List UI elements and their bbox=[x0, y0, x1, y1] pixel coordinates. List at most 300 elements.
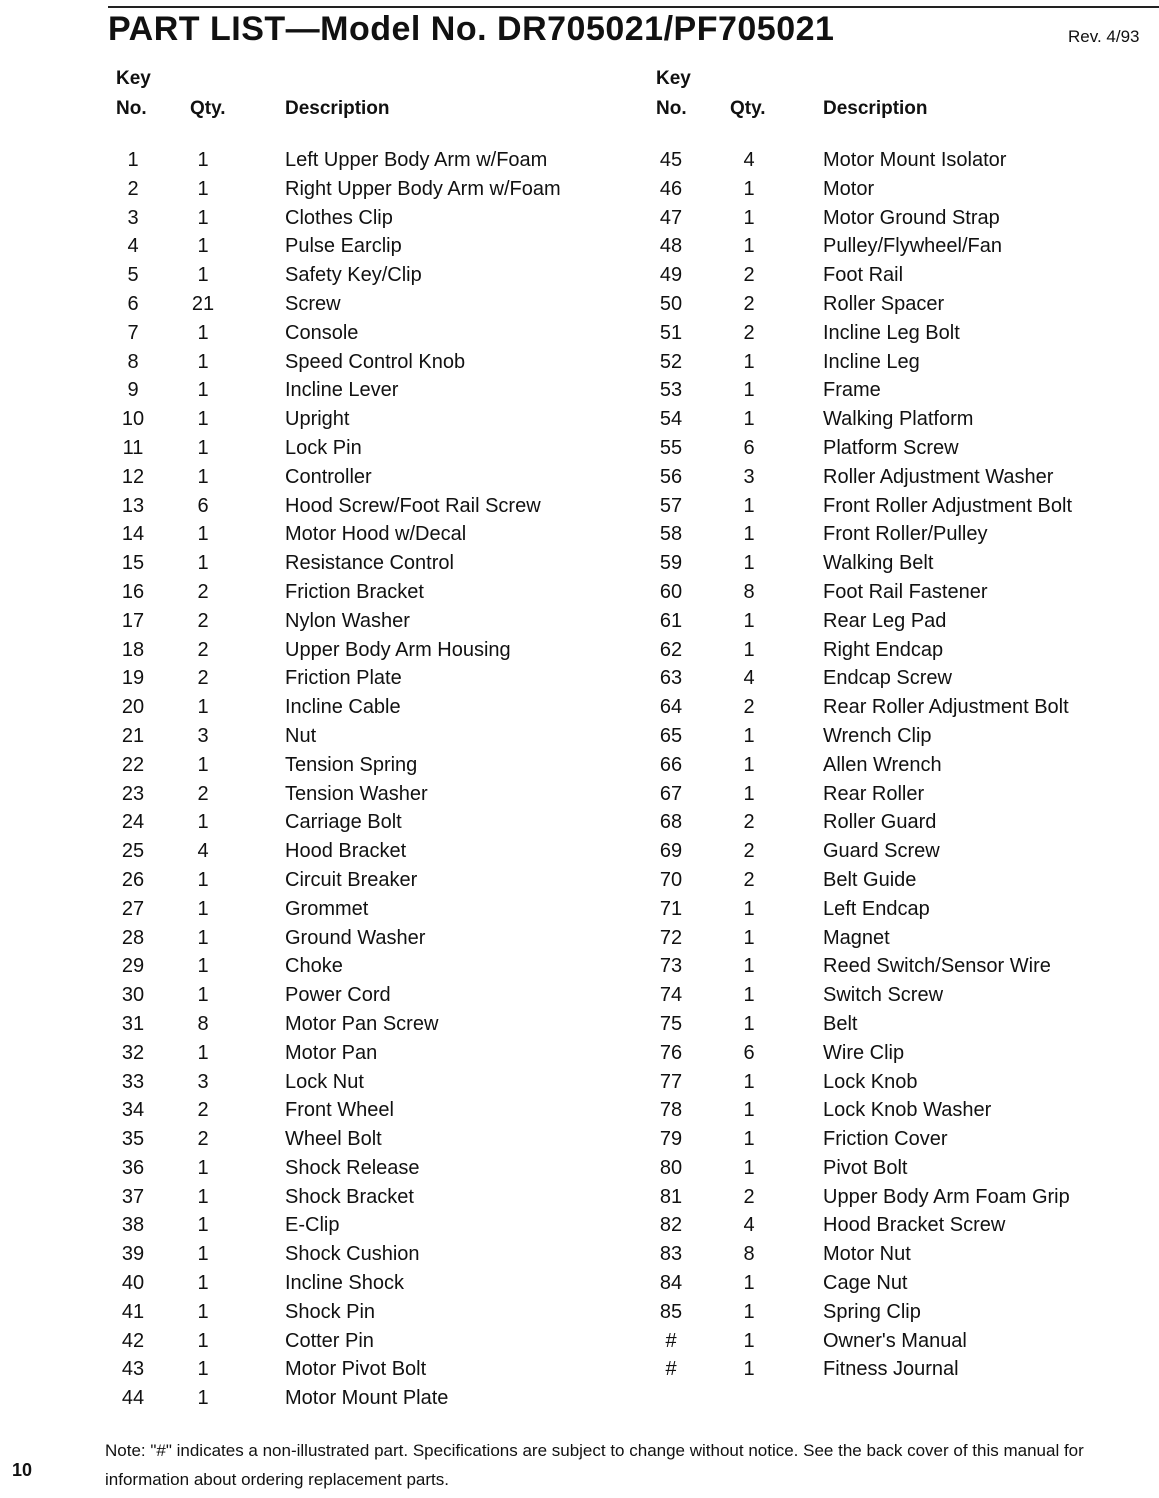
part-quantity: 1 bbox=[197, 1041, 209, 1064]
part-description: Motor Nut bbox=[823, 1243, 911, 1266]
part-row bbox=[648, 952, 1159, 981]
part-description: Belt bbox=[823, 1012, 858, 1035]
part-row bbox=[648, 290, 1159, 319]
part-description: Circuit Breaker bbox=[285, 868, 418, 891]
part-description: Lock Knob Washer bbox=[823, 1099, 992, 1122]
part-row bbox=[648, 434, 1159, 463]
part-key-number: 55 bbox=[659, 436, 683, 459]
part-description: Left Upper Body Arm w/Foam bbox=[285, 149, 548, 171]
part-quantity: 2 bbox=[743, 321, 755, 344]
part-quantity: 4 bbox=[743, 667, 755, 690]
part-key-number: 15 bbox=[121, 552, 145, 575]
part-quantity: 2 bbox=[197, 782, 209, 805]
part-quantity: 1 bbox=[743, 984, 755, 1007]
page-number: 10 bbox=[12, 1460, 33, 1480]
part-key-number: 63 bbox=[659, 667, 683, 690]
part-description: Motor Mount Plate bbox=[285, 1387, 449, 1410]
part-key-number: 70 bbox=[659, 868, 683, 891]
revision-label: Rev. 4/93 bbox=[1068, 27, 1140, 46]
part-row bbox=[108, 722, 643, 751]
part-description: E-Clip bbox=[285, 1214, 340, 1237]
part-description: Pulley/Flywheel/Fan bbox=[823, 235, 1002, 258]
part-row bbox=[648, 1355, 1159, 1384]
part-key-number: 31 bbox=[121, 1012, 145, 1035]
part-description: Cotter Pin bbox=[285, 1329, 374, 1352]
part-description: Grommet bbox=[285, 897, 369, 920]
part-quantity: 4 bbox=[197, 840, 209, 863]
part-quantity: 1 bbox=[197, 264, 209, 287]
part-row bbox=[108, 751, 643, 780]
part-description: Magnet bbox=[823, 926, 890, 949]
part-key-number: 79 bbox=[659, 1128, 683, 1151]
part-key-number: 4 bbox=[127, 235, 139, 258]
part-description: Resistance Control bbox=[285, 552, 454, 575]
no-label: No. bbox=[116, 98, 147, 119]
part-row bbox=[648, 722, 1159, 751]
parts-list-left bbox=[108, 146, 643, 1413]
part-quantity: 1 bbox=[197, 753, 209, 776]
part-description: Clothes Clip bbox=[285, 206, 393, 229]
part-row bbox=[648, 146, 1159, 175]
part-quantity: 2 bbox=[743, 811, 755, 834]
part-description: Right Endcap bbox=[823, 638, 944, 661]
part-quantity: 1 bbox=[743, 1012, 755, 1035]
part-quantity: 1 bbox=[197, 811, 209, 834]
part-quantity: 1 bbox=[743, 1300, 755, 1323]
part-quantity: 1 bbox=[197, 1272, 209, 1295]
part-key-number: 34 bbox=[121, 1099, 145, 1122]
part-key-number: 41 bbox=[121, 1300, 145, 1323]
part-description: Friction Bracket bbox=[285, 580, 424, 603]
part-row bbox=[108, 1039, 643, 1068]
part-key-number: 57 bbox=[659, 494, 683, 517]
part-row bbox=[108, 549, 643, 578]
part-row bbox=[108, 693, 643, 722]
part-description: Upright bbox=[285, 408, 350, 431]
part-row bbox=[648, 232, 1159, 261]
part-quantity: 1 bbox=[197, 1358, 209, 1381]
top-rule bbox=[108, 6, 1159, 8]
part-quantity: 1 bbox=[743, 177, 755, 200]
footer-note: Note: "#" indicates a non-illustrated part. Specifications are subject to change without notice. See the back cover of this manual for information about ordering replacement parts. bbox=[105, 1441, 1084, 1489]
part-quantity: 1 bbox=[197, 926, 209, 949]
part-quantity: 3 bbox=[197, 724, 209, 747]
part-description: Ground Washer bbox=[285, 926, 426, 949]
part-quantity: 1 bbox=[197, 408, 209, 431]
part-quantity: 2 bbox=[197, 580, 209, 603]
part-key-number: 26 bbox=[121, 868, 145, 891]
part-row bbox=[648, 1183, 1159, 1212]
part-quantity: 2 bbox=[197, 638, 209, 661]
part-row bbox=[108, 405, 643, 434]
part-quantity: 1 bbox=[743, 1272, 755, 1295]
part-quantity: 21 bbox=[191, 292, 215, 315]
part-description: Nylon Washer bbox=[285, 609, 410, 632]
part-description: Foot Rail Fastener bbox=[823, 580, 988, 603]
part-row bbox=[108, 664, 643, 693]
part-quantity: 4 bbox=[743, 149, 755, 171]
part-description: Upper Body Arm Housing bbox=[285, 638, 511, 661]
part-key-number: 39 bbox=[121, 1243, 145, 1266]
part-description: Choke bbox=[285, 955, 343, 978]
part-description: Frame bbox=[823, 379, 881, 402]
part-quantity: 2 bbox=[743, 868, 755, 891]
part-row bbox=[108, 232, 643, 261]
part-description: Motor Pivot Bolt bbox=[285, 1358, 427, 1381]
part-description: Right Upper Body Arm w/Foam bbox=[285, 177, 561, 200]
part-key-number: 22 bbox=[121, 753, 145, 776]
part-quantity: 1 bbox=[743, 724, 755, 747]
part-row bbox=[108, 1154, 643, 1183]
part-key-number: 13 bbox=[121, 494, 145, 517]
part-key-number: 48 bbox=[659, 235, 683, 258]
part-row bbox=[108, 319, 643, 348]
part-row bbox=[648, 1211, 1159, 1240]
part-quantity: 3 bbox=[197, 1070, 209, 1093]
part-quantity: 1 bbox=[197, 206, 209, 229]
part-quantity: 1 bbox=[197, 1300, 209, 1323]
part-key-number: 75 bbox=[659, 1012, 683, 1035]
part-quantity: 1 bbox=[197, 321, 209, 344]
part-quantity: 4 bbox=[743, 1214, 755, 1237]
part-row bbox=[108, 607, 643, 636]
part-row bbox=[648, 636, 1159, 665]
part-row bbox=[648, 1039, 1159, 1068]
part-key-number: 54 bbox=[659, 408, 683, 431]
part-quantity: 1 bbox=[743, 523, 755, 546]
part-key-number: 35 bbox=[121, 1128, 145, 1151]
part-key-number: 28 bbox=[121, 926, 145, 949]
part-key-number: 6 bbox=[127, 292, 139, 315]
part-row bbox=[648, 1154, 1159, 1183]
part-quantity: 1 bbox=[197, 1387, 209, 1410]
key-label: Key bbox=[656, 68, 691, 89]
part-key-number: 25 bbox=[121, 840, 145, 863]
part-description: Shock Bracket bbox=[285, 1185, 414, 1208]
part-description: Front Roller/Pulley bbox=[823, 523, 988, 546]
part-row bbox=[648, 319, 1159, 348]
part-description: Motor Ground Strap bbox=[823, 206, 1000, 229]
part-key-number: 14 bbox=[121, 523, 145, 546]
part-row bbox=[108, 1269, 643, 1298]
part-description: Shock Release bbox=[285, 1156, 420, 1179]
part-key-number: 32 bbox=[121, 1041, 145, 1064]
part-key-number: 3 bbox=[127, 206, 139, 229]
part-description: Roller Spacer bbox=[823, 292, 945, 315]
part-description: Pulse Earclip bbox=[285, 235, 402, 258]
part-description: Shock Cushion bbox=[285, 1243, 420, 1266]
part-description: Walking Platform bbox=[823, 408, 974, 431]
part-key-number: 20 bbox=[121, 696, 145, 719]
part-quantity: 1 bbox=[197, 379, 209, 402]
part-quantity: 1 bbox=[743, 235, 755, 258]
part-key-number: 1 bbox=[127, 149, 139, 171]
part-key-number: 67 bbox=[659, 782, 683, 805]
part-row bbox=[108, 261, 643, 290]
part-key-number: 60 bbox=[659, 580, 683, 603]
part-description: Lock Pin bbox=[285, 436, 362, 459]
part-row bbox=[108, 175, 643, 204]
part-row bbox=[108, 1125, 643, 1154]
part-description: Rear Roller bbox=[823, 782, 925, 805]
part-quantity: 1 bbox=[197, 696, 209, 719]
part-quantity: 2 bbox=[743, 840, 755, 863]
part-description: Rear Leg Pad bbox=[823, 609, 947, 632]
part-key-number: 8 bbox=[127, 350, 139, 373]
part-description: Hood Screw/Foot Rail Screw bbox=[285, 494, 541, 517]
part-quantity: 1 bbox=[743, 1128, 755, 1151]
part-row bbox=[648, 1269, 1159, 1298]
part-quantity: 1 bbox=[197, 350, 209, 373]
part-row bbox=[648, 1010, 1159, 1039]
part-row bbox=[648, 1327, 1159, 1356]
part-key-number: 66 bbox=[659, 753, 683, 776]
part-description: Screw bbox=[285, 292, 341, 315]
part-description: Motor bbox=[823, 177, 875, 200]
part-row bbox=[108, 981, 643, 1010]
part-quantity: 1 bbox=[743, 379, 755, 402]
part-description: Incline Leg Bolt bbox=[823, 321, 960, 344]
part-description: Left Endcap bbox=[823, 897, 930, 920]
description-header: Description bbox=[823, 98, 928, 119]
part-row bbox=[108, 578, 643, 607]
part-key-number: 51 bbox=[659, 321, 683, 344]
part-key-number: 74 bbox=[659, 984, 683, 1007]
page-title: PART LIST—Model No. DR705021/PF705021 bbox=[108, 10, 835, 48]
part-row bbox=[108, 924, 643, 953]
part-quantity: 1 bbox=[743, 408, 755, 431]
part-row bbox=[648, 376, 1159, 405]
part-key-number: 49 bbox=[659, 264, 683, 287]
part-row bbox=[108, 1010, 643, 1039]
part-key-number: 58 bbox=[659, 523, 683, 546]
part-description: Tension Spring bbox=[285, 753, 418, 776]
part-description: Fitness Journal bbox=[823, 1358, 959, 1381]
part-row bbox=[648, 1096, 1159, 1125]
part-description: Hood Bracket Screw bbox=[823, 1214, 1006, 1237]
part-quantity: 1 bbox=[197, 868, 209, 891]
part-row bbox=[648, 405, 1159, 434]
part-description: Cage Nut bbox=[823, 1272, 908, 1295]
qty-header: Qty. bbox=[730, 98, 766, 119]
part-key-number: 50 bbox=[659, 292, 683, 315]
part-quantity: 1 bbox=[197, 465, 209, 488]
part-row bbox=[648, 204, 1159, 233]
part-description: Carriage Bolt bbox=[285, 811, 402, 834]
part-key-number: 17 bbox=[121, 609, 145, 632]
part-quantity: 1 bbox=[743, 206, 755, 229]
part-quantity: 6 bbox=[743, 436, 755, 459]
part-description: Lock Knob bbox=[823, 1070, 918, 1093]
part-row bbox=[108, 520, 643, 549]
part-row bbox=[648, 492, 1159, 521]
part-row bbox=[108, 636, 643, 665]
part-quantity: 2 bbox=[197, 667, 209, 690]
part-row bbox=[108, 1211, 643, 1240]
part-row bbox=[108, 1298, 643, 1327]
part-row bbox=[648, 981, 1159, 1010]
part-key-number: 45 bbox=[659, 149, 683, 171]
key-no-header bbox=[656, 64, 691, 124]
part-key-number: 12 bbox=[121, 465, 145, 488]
part-row bbox=[108, 290, 643, 319]
part-description: Foot Rail bbox=[823, 264, 904, 287]
part-key-number: 85 bbox=[659, 1300, 683, 1323]
part-quantity: 1 bbox=[743, 955, 755, 978]
part-quantity: 1 bbox=[743, 350, 755, 373]
part-description: Shock Pin bbox=[285, 1300, 376, 1323]
part-key-number: 81 bbox=[659, 1185, 683, 1208]
parts-list-right bbox=[648, 146, 1159, 1384]
part-key-number: 82 bbox=[659, 1214, 683, 1237]
part-key-number: # bbox=[665, 1358, 677, 1381]
part-key-number: 56 bbox=[659, 465, 683, 488]
part-key-number: 11 bbox=[122, 436, 144, 459]
part-description: Belt Guide bbox=[823, 868, 917, 891]
part-description: Incline Leg bbox=[823, 350, 920, 373]
part-quantity: 2 bbox=[197, 609, 209, 632]
part-row bbox=[108, 808, 643, 837]
part-row bbox=[108, 492, 643, 521]
part-quantity: 2 bbox=[743, 292, 755, 315]
part-description: Tension Washer bbox=[285, 782, 428, 805]
part-key-number: 23 bbox=[121, 782, 145, 805]
part-row bbox=[648, 693, 1159, 722]
part-row bbox=[648, 837, 1159, 866]
part-row bbox=[648, 261, 1159, 290]
part-row bbox=[648, 664, 1159, 693]
part-description: Rear Roller Adjustment Bolt bbox=[823, 696, 1069, 719]
part-quantity: 2 bbox=[197, 1099, 209, 1122]
part-row bbox=[108, 1355, 643, 1384]
part-quantity: 1 bbox=[743, 897, 755, 920]
part-quantity: 1 bbox=[197, 1214, 209, 1237]
part-quantity: 1 bbox=[197, 523, 209, 546]
part-description: Endcap Screw bbox=[823, 667, 952, 690]
part-row bbox=[648, 607, 1159, 636]
part-key-number: 18 bbox=[121, 638, 145, 661]
part-key-number: 47 bbox=[659, 206, 683, 229]
part-quantity: 2 bbox=[743, 264, 755, 287]
part-row bbox=[648, 780, 1159, 809]
part-quantity: 2 bbox=[743, 1185, 755, 1208]
part-description: Incline Lever bbox=[285, 379, 399, 402]
part-key-number: 16 bbox=[121, 580, 145, 603]
part-row bbox=[108, 1068, 643, 1097]
part-description: Power Cord bbox=[285, 984, 391, 1007]
part-row bbox=[648, 1125, 1159, 1154]
part-quantity: 1 bbox=[743, 1099, 755, 1122]
part-description: Motor Hood w/Decal bbox=[285, 523, 467, 546]
part-row bbox=[108, 204, 643, 233]
part-quantity: 1 bbox=[743, 1070, 755, 1093]
part-row bbox=[108, 837, 643, 866]
part-description: Owner's Manual bbox=[823, 1329, 967, 1352]
part-quantity: 1 bbox=[197, 955, 209, 978]
part-row bbox=[108, 463, 643, 492]
part-row bbox=[108, 146, 643, 175]
part-key-number: 24 bbox=[121, 811, 145, 834]
part-key-number: 19 bbox=[121, 667, 145, 690]
part-description: Motor Mount Isolator bbox=[823, 149, 1007, 171]
part-row bbox=[648, 578, 1159, 607]
part-key-number: 59 bbox=[659, 552, 683, 575]
part-key-number: 64 bbox=[659, 696, 683, 719]
part-quantity: 1 bbox=[743, 638, 755, 661]
part-description: Platform Screw bbox=[823, 436, 959, 459]
part-row bbox=[648, 175, 1159, 204]
part-row bbox=[108, 1240, 643, 1269]
part-quantity: 1 bbox=[197, 552, 209, 575]
part-row bbox=[108, 376, 643, 405]
part-key-number: 71 bbox=[659, 897, 683, 920]
part-row bbox=[648, 924, 1159, 953]
part-key-number: 78 bbox=[659, 1099, 683, 1122]
part-quantity: 1 bbox=[197, 1185, 209, 1208]
part-key-number: 62 bbox=[659, 638, 683, 661]
part-description: Wrench Clip bbox=[823, 724, 932, 747]
part-description: Incline Cable bbox=[285, 696, 401, 719]
part-key-number: # bbox=[665, 1329, 677, 1352]
part-key-number: 2 bbox=[127, 177, 139, 200]
part-row bbox=[108, 1096, 643, 1125]
part-quantity: 1 bbox=[197, 177, 209, 200]
part-quantity: 1 bbox=[197, 1329, 209, 1352]
part-row bbox=[648, 520, 1159, 549]
part-description: Speed Control Knob bbox=[285, 350, 466, 373]
part-quantity: 1 bbox=[743, 552, 755, 575]
part-quantity: 1 bbox=[743, 1156, 755, 1179]
part-key-number: 68 bbox=[659, 811, 683, 834]
part-key-number: 9 bbox=[127, 379, 139, 402]
key-no-header bbox=[116, 64, 151, 124]
part-key-number: 30 bbox=[121, 984, 145, 1007]
part-quantity: 3 bbox=[743, 465, 755, 488]
part-quantity: 1 bbox=[743, 494, 755, 517]
part-description: Hood Bracket bbox=[285, 840, 407, 863]
part-quantity: 1 bbox=[197, 1243, 209, 1266]
part-row bbox=[648, 808, 1159, 837]
part-quantity: 8 bbox=[197, 1012, 209, 1035]
part-row bbox=[108, 866, 643, 895]
part-key-number: 10 bbox=[121, 408, 145, 431]
part-description: Pivot Bolt bbox=[823, 1156, 908, 1179]
part-key-number: 38 bbox=[121, 1214, 145, 1237]
part-key-number: 21 bbox=[121, 724, 145, 747]
part-quantity: 1 bbox=[197, 436, 209, 459]
part-key-number: 44 bbox=[121, 1387, 145, 1410]
part-key-number: 37 bbox=[121, 1185, 145, 1208]
part-key-number: 40 bbox=[121, 1272, 145, 1295]
part-description: Front Wheel bbox=[285, 1099, 394, 1122]
part-key-number: 77 bbox=[659, 1070, 683, 1093]
part-quantity: 6 bbox=[197, 494, 209, 517]
part-description: Front Roller Adjustment Bolt bbox=[823, 494, 1072, 517]
part-description: Motor Pan bbox=[285, 1041, 378, 1064]
part-quantity: 1 bbox=[743, 753, 755, 776]
part-key-number: 72 bbox=[659, 926, 683, 949]
part-description: Spring Clip bbox=[823, 1300, 921, 1323]
part-quantity: 8 bbox=[743, 580, 755, 603]
part-description: Roller Adjustment Washer bbox=[823, 465, 1054, 488]
part-quantity: 2 bbox=[197, 1128, 209, 1151]
part-row bbox=[108, 780, 643, 809]
part-key-number: 69 bbox=[659, 840, 683, 863]
part-key-number: 33 bbox=[121, 1070, 145, 1093]
part-key-number: 53 bbox=[659, 379, 683, 402]
description-header: Description bbox=[285, 98, 390, 119]
part-row bbox=[108, 348, 643, 377]
